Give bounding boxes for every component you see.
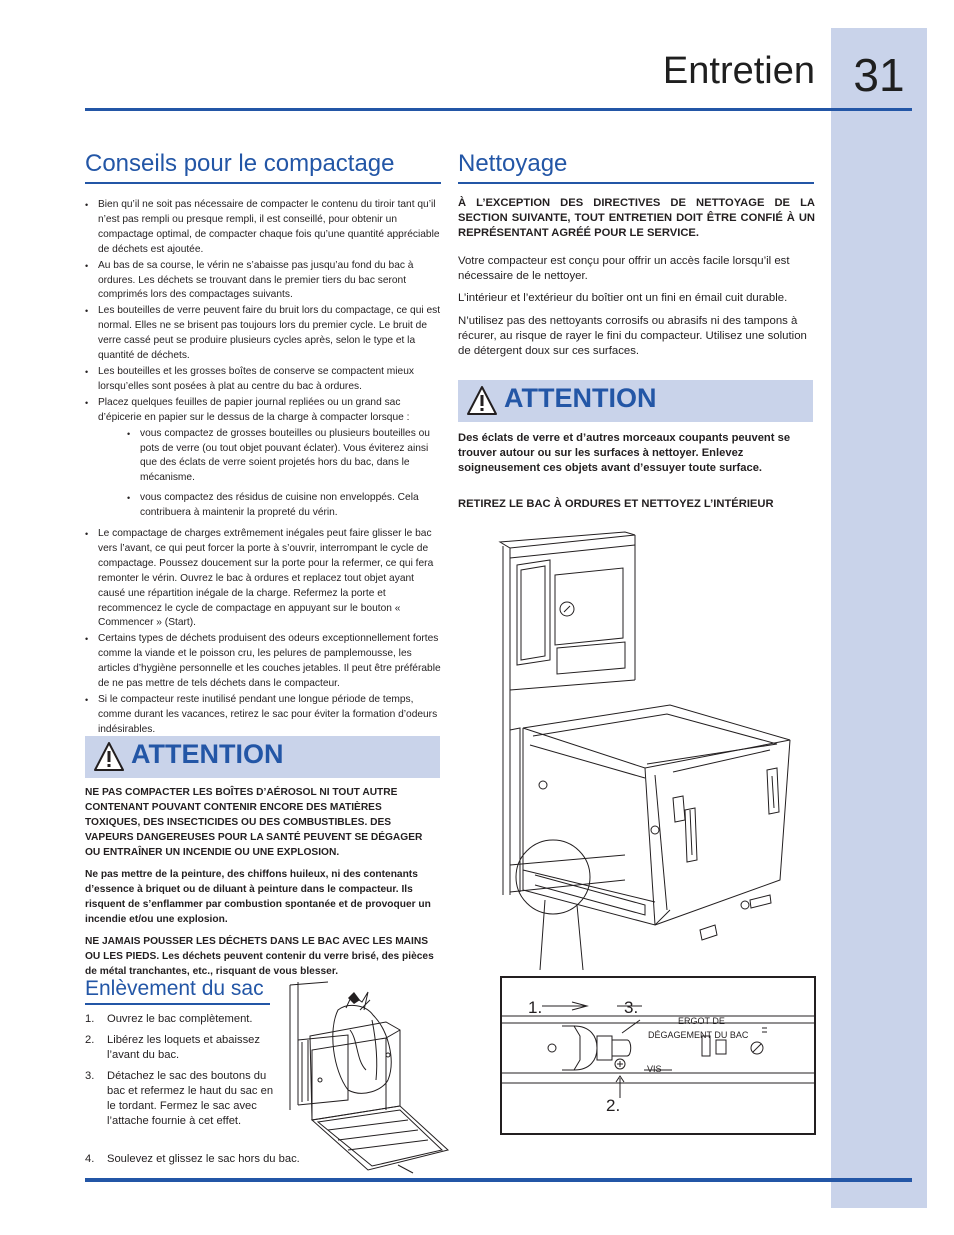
nettoyage-text	[458, 254, 813, 366]
detail-inset	[500, 976, 816, 1135]
step-item	[85, 1033, 280, 1063]
tip-item	[85, 396, 441, 521]
step-number: 4.	[85, 1153, 95, 1165]
step-number: 2.	[85, 1034, 95, 1046]
page-sidebar	[831, 28, 927, 1208]
service-notice	[458, 196, 815, 247]
tip-item: • Si le compacteur reste inutilisé pendant une longue période de temps, comme durant les vacances, retirez le sac pour éviter la formation d’odeurs indésirables.	[85, 693, 441, 738]
footer-rule	[85, 1178, 912, 1182]
attention-label: ATTENTION	[504, 383, 657, 413]
attention-label: ATTENTION	[131, 739, 284, 769]
nettoyage-paragraph: Votre compacteur est conçu pour offrir un accès facile lorsqu’il est nécessaire de le nettoyer.	[458, 255, 790, 283]
attention-banner	[85, 736, 440, 778]
tip-item: • Le compactage de charges extrêmement inégales peut faire glisser le bac vers l’avant, ce qui peut forcer la porte à s’ouvrir, interrompant le cycle de compactage. Poussez doucement sur la porte pour la refermer, ce qui fera remonter le vérin. Ouvrez le bac à ordures et replacez tout objet ayant causé une répartition inégale de la charge. Refermez la porte et recommencez le cycle de compactage en appuyant sur le bouton « Commencer » (Start).	[85, 527, 441, 631]
tip-item: • Les bouteilles de verre peuvent faire du bruit lors du compactage, ce qui est normal. Elles ne se brisent pas toujours lors du premier cycle. Le bruit de verre cassé peut se produire plusieurs cycles après, selon le type et la quantité de déchets.	[85, 304, 441, 364]
tip-item: • Les bouteilles et les grosses boîtes de conserve se compactent mieux lorsqu’elles sont posées à plat au centre du bac à ordures.	[85, 365, 441, 395]
step-number: 1.	[85, 1013, 95, 1025]
compactor-drawer-illustration	[495, 530, 815, 975]
service-notice-text: À L’EXCEPTION DES DIRECTIVES DE NETTOYAGE DE LA SECTION SUIVANTE, TOUT ENTRETIEN DOIT ÊTRE CONFIÉ À UN REPRÉSENTANT AGRÉÉ POUR LE SERVICE.	[458, 197, 815, 239]
detail-step3-label: 3.	[624, 998, 639, 1017]
warning-paragraph: NE JAMAIS POUSSER LES DÉCHETS DANS LE BAC AVEC LES MAINS OU LES PIEDS. Les déchets peuvent contenir du verre brisé, des pièces de métal tranchantes, etc., risquant de vous blesser.	[85, 936, 434, 977]
detail-step1-label: 1.	[528, 998, 543, 1017]
attention-right-text	[458, 431, 815, 482]
nettoyage-paragraph: N’utilisez pas des nettoyants corrosifs ou abrasifs ni des tampons à récurer, au risque de rayer le fini du compacteur. Utilisez une solution de détergent doux sur ces surfaces.	[458, 314, 807, 358]
step-text: Soulevez et glissez le sac hors du bac.	[107, 1153, 300, 1165]
retirez-instruction	[458, 497, 815, 518]
ergot-label: DÉGAGEMENT DU BAC	[648, 1030, 749, 1040]
conseils-tips	[85, 198, 441, 739]
release-tab-detail-drawing	[502, 978, 814, 1133]
step-text: Ouvrez le bac complètement.	[107, 1013, 253, 1025]
subtip-item: • vous compactez des résidus de cuisine non enveloppés. Cela contribuera à maintenir la propreté du vérin.	[127, 491, 441, 521]
tip-item: • Certains types de déchets produisent des odeurs exceptionnellement fortes comme la viande et le poisson cru, les pelures de pamplemousse, les articles d’hygiène personnelle et les couches jetables. Il peut être préférable de ne pas mettre de tels déchets dans le compacteur.	[85, 632, 441, 692]
ergot-label: ERGOT DE	[678, 1016, 725, 1026]
warning-paragraph: NE PAS COMPACTER LES BOÎTES D’AÉROSOL NI TOUT AUTRE CONTENANT POUVANT CONTENIR ENCORE DES MATIÈRES TOXIQUES, DES INSECTICIDES OU DES COMBUSTIBLES. DES VAPEURS DANGEREUSES POUR LA SANTÉ PEUVENT SE DÉGAGER OU ENTRAÎNER UN INCENDIE OU UNE EXPLOSION.	[85, 787, 423, 858]
attention-right-paragraph: Des éclats de verre et d’autres morceaux coupants peuvent se trouver autour ou sur les surfaces à nettoyer. Enlevez soigneusement ces objets avant d’essuyer toute surface.	[458, 432, 791, 474]
attention-banner	[458, 380, 813, 422]
tip-item: • Bien qu’il ne soit pas nécessaire de compacter le contenu du tiroir tant qu’il n’est pas rempli ou presque rempli, il est conseillé, pour obtenir un compactage optimal, de compacter chaque fois qu’une quantité appréciable de déchets est ajoutée.	[85, 198, 441, 258]
enlevement-steps	[85, 1012, 280, 1135]
section-heading-enlevement: Enlèvement du sac	[85, 977, 270, 1005]
warning-triangle-icon	[93, 741, 125, 773]
step-item	[85, 1012, 280, 1027]
step-item	[85, 1069, 280, 1129]
section-heading-nettoyage: Nettoyage	[458, 150, 814, 184]
warning-triangle-icon	[466, 385, 498, 417]
subtip-item: • vous compactez de grosses bouteilles ou plusieurs bouteilles ou pots de verre (ou tout objet pouvant éclater). Vous éviterez ainsi que des éclats de verre soient projetés hors du bac, dans le mécanisme.	[127, 427, 441, 487]
nettoyage-paragraph: L’intérieur et l’extérieur du boîtier ont un fini en émail cuit durable.	[458, 292, 788, 305]
tip-item: • Au bas de sa course, le vérin ne s’abaisse pas jusqu’au fond du bac à ordures. Les déchets se trouvant dans le premier tiers du bac seront comprimés lors des compactages suivants.	[85, 259, 441, 304]
page-title: Entretien	[662, 50, 815, 92]
step-number: 3.	[85, 1070, 95, 1082]
warning-paragraph: Ne pas mettre de la peinture, des chiffons huileux, ni des contenants d’essence à briquet ou de diluant à peinture dans le compacteur. Ils risquent de s’enflammer par combustion spontanée et de provoquer un incendie et/ou une explosion.	[85, 869, 431, 925]
page-number: 31	[853, 49, 905, 101]
tip-text: Placez quelques feuilles de papier journal repliées ou un grand sac d’épicerie en papier sur le dessus de la charge à compacter lorsque :	[98, 396, 410, 423]
detail-step2-label: 2.	[606, 1096, 621, 1115]
header-rule	[85, 108, 912, 111]
retirez-text: RETIREZ LE BAC À ORDURES ET NETTOYEZ L’INTÉRIEUR	[458, 498, 774, 510]
attention-warning-text	[85, 785, 437, 986]
section-heading-conseils: Conseils pour le compactage	[85, 150, 441, 184]
step-text: Détachez le sac des boutons du bac et refermez le haut du sac en le tordant. Fermez le sac avec l’attache fournie à cet effet.	[107, 1070, 274, 1127]
bag-removal-illustration	[288, 980, 453, 1175]
vis-label: VIS	[647, 1064, 662, 1074]
step-text: Libérez les loquets et abaissez l’avant du bac.	[107, 1034, 260, 1061]
